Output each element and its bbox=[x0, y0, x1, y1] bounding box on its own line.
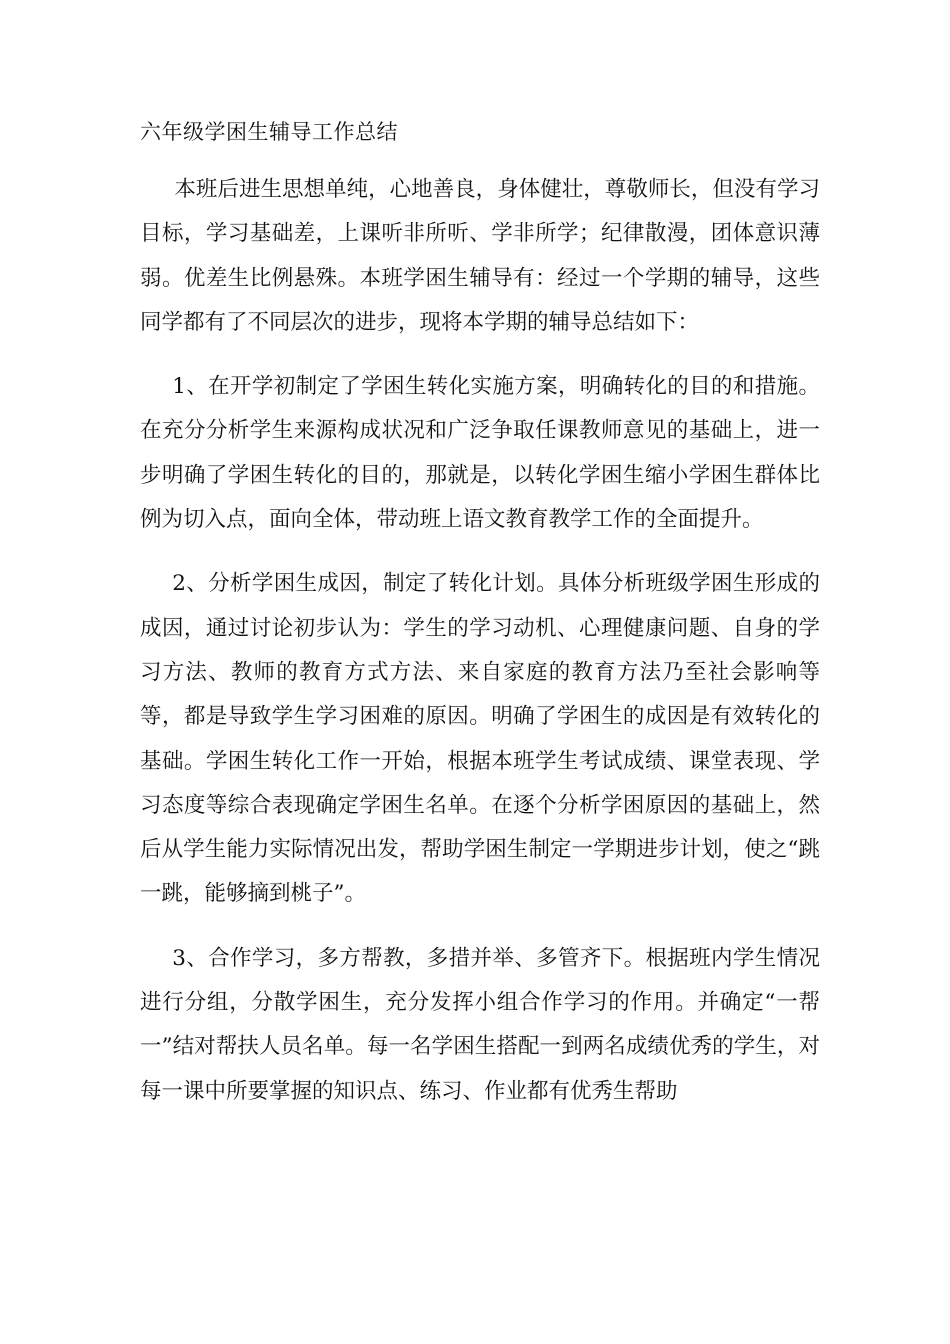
paragraph-intro: 本班后进生思想单纯，心地善良，身体健壮，尊敬师长，但没有学习目标，学习基础差，上课听非所听、学非所学；纪律散漫，团体意识薄弱。优差生比例悬殊。本班学困生辅导有：经过一个学期的辅导，这些同学都有了不同层次的进步，现将本学期的辅导总结如下： bbox=[140, 177, 820, 335]
document-body bbox=[140, 112, 820, 1114]
paragraph-item-2: 2、分析学困生成因，制定了转化计划。具体分析班级学困生形成的成因，通过讨论初步认为：学生的学习动机、心理健康问题、自身的学习方法、教师的教育方式方法、来自家庭的教育方法乃至社会影响等等，都是导致学生学习困难的原因。明确了学困生的成因是有效转化的基础。学困生转化工作一开始，根据本班学生考试成绩、课堂表现、学习态度等综合表现确定学困生名单。在逐个分析学困原因的基础上，然后从学生能力实际情况出发，帮助学困生制定一学期进步计划，使之“跳一跳，能够摘到桃子”。 bbox=[140, 571, 820, 907]
document-title: 六年级学困生辅导工作总结 bbox=[140, 120, 398, 144]
paragraph-item-3: 3、合作学习，多方帮教，多措并举、多管齐下。根据班内学生情况进行分组，分散学困生，充分发挥小组合作学习的作用。并确定“一帮一”结对帮扶人员名单。每一名学困生搭配一到两名成绩优秀的学生，对每一课中所要掌握的知识点、练习、作业都有优秀生帮助 bbox=[140, 945, 820, 1104]
paragraph-item-1: 1、在开学初制定了学困生转化实施方案，明确转化的目的和措施。在充分分析学生来源构成状况和广泛争取任课教师意见的基础上，进一步明确了学困生转化的目的，那就是，以转化学困生缩小学困生群体比例为切入点，面向全体，带动班上语文教育教学工作的全面提升。 bbox=[140, 374, 820, 533]
